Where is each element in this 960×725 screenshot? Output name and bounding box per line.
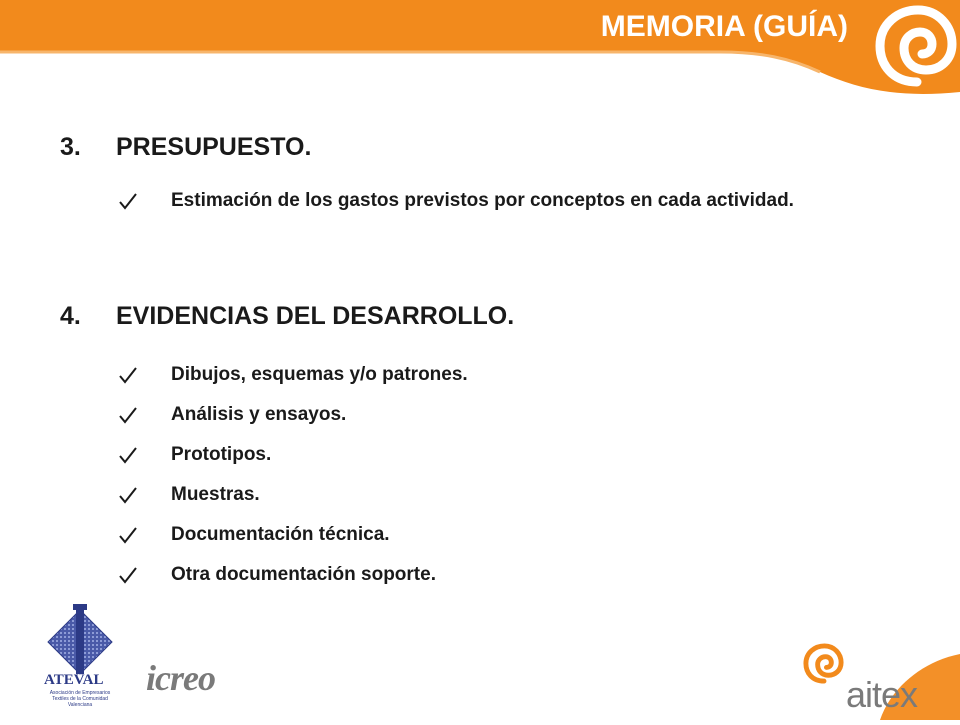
checkmark-icon [118, 405, 138, 425]
checkmark-icon [118, 525, 138, 545]
bullet-text: Estimación de los gastos previstos por conceptos en cada actividad. [171, 190, 794, 211]
checkmark-icon [118, 565, 138, 585]
bullet-text: Muestras. [171, 484, 260, 505]
icreo-logo [146, 658, 215, 698]
section-title: EVIDENCIAS DEL DESARROLLO. [116, 302, 515, 330]
header-banner [0, 0, 960, 100]
bullet-text: Análisis y ensayos. [171, 404, 347, 425]
bullet-list-evidencias [118, 360, 818, 589]
bullet-text: Prototipos. [171, 444, 272, 465]
list-item [118, 560, 818, 589]
list-item [118, 186, 848, 215]
spiral-icon [872, 2, 960, 92]
list-item [118, 480, 818, 509]
slide-title: MEMORIA (GUÍA) [600, 10, 848, 43]
icreo-wordmark: icreo [146, 658, 215, 698]
checkmark-icon [118, 191, 138, 211]
list-item [118, 360, 818, 389]
list-item [118, 440, 818, 469]
section-heading-presupuesto [60, 133, 311, 162]
checkmark-icon [118, 365, 138, 385]
section-heading-evidencias [60, 302, 514, 331]
bullet-list-presupuesto [118, 186, 848, 215]
section-number: 4. [60, 302, 81, 330]
ateval-name: ATEVAL [44, 672, 104, 688]
aitex-brand [760, 640, 960, 720]
section-title: PRESUPUESTO. [116, 133, 312, 161]
list-item [118, 400, 818, 429]
ateval-emblem-icon [40, 604, 120, 704]
ateval-caption: Asociación de Empresarios Textiles de la Comunidad Valenciana [49, 690, 111, 708]
section-number: 3. [60, 133, 81, 161]
spiral-icon [802, 642, 846, 686]
checkmark-icon [118, 445, 138, 465]
bullet-text: Otra documentación soporte. [171, 564, 436, 585]
bullet-text: Documentación técnica. [171, 524, 390, 545]
bullet-text: Dibujos, esquemas y/o patrones. [171, 364, 468, 385]
ateval-logo [40, 604, 120, 708]
list-item [118, 520, 818, 549]
aitex-wordmark: aitex [846, 674, 918, 715]
checkmark-icon [118, 485, 138, 505]
